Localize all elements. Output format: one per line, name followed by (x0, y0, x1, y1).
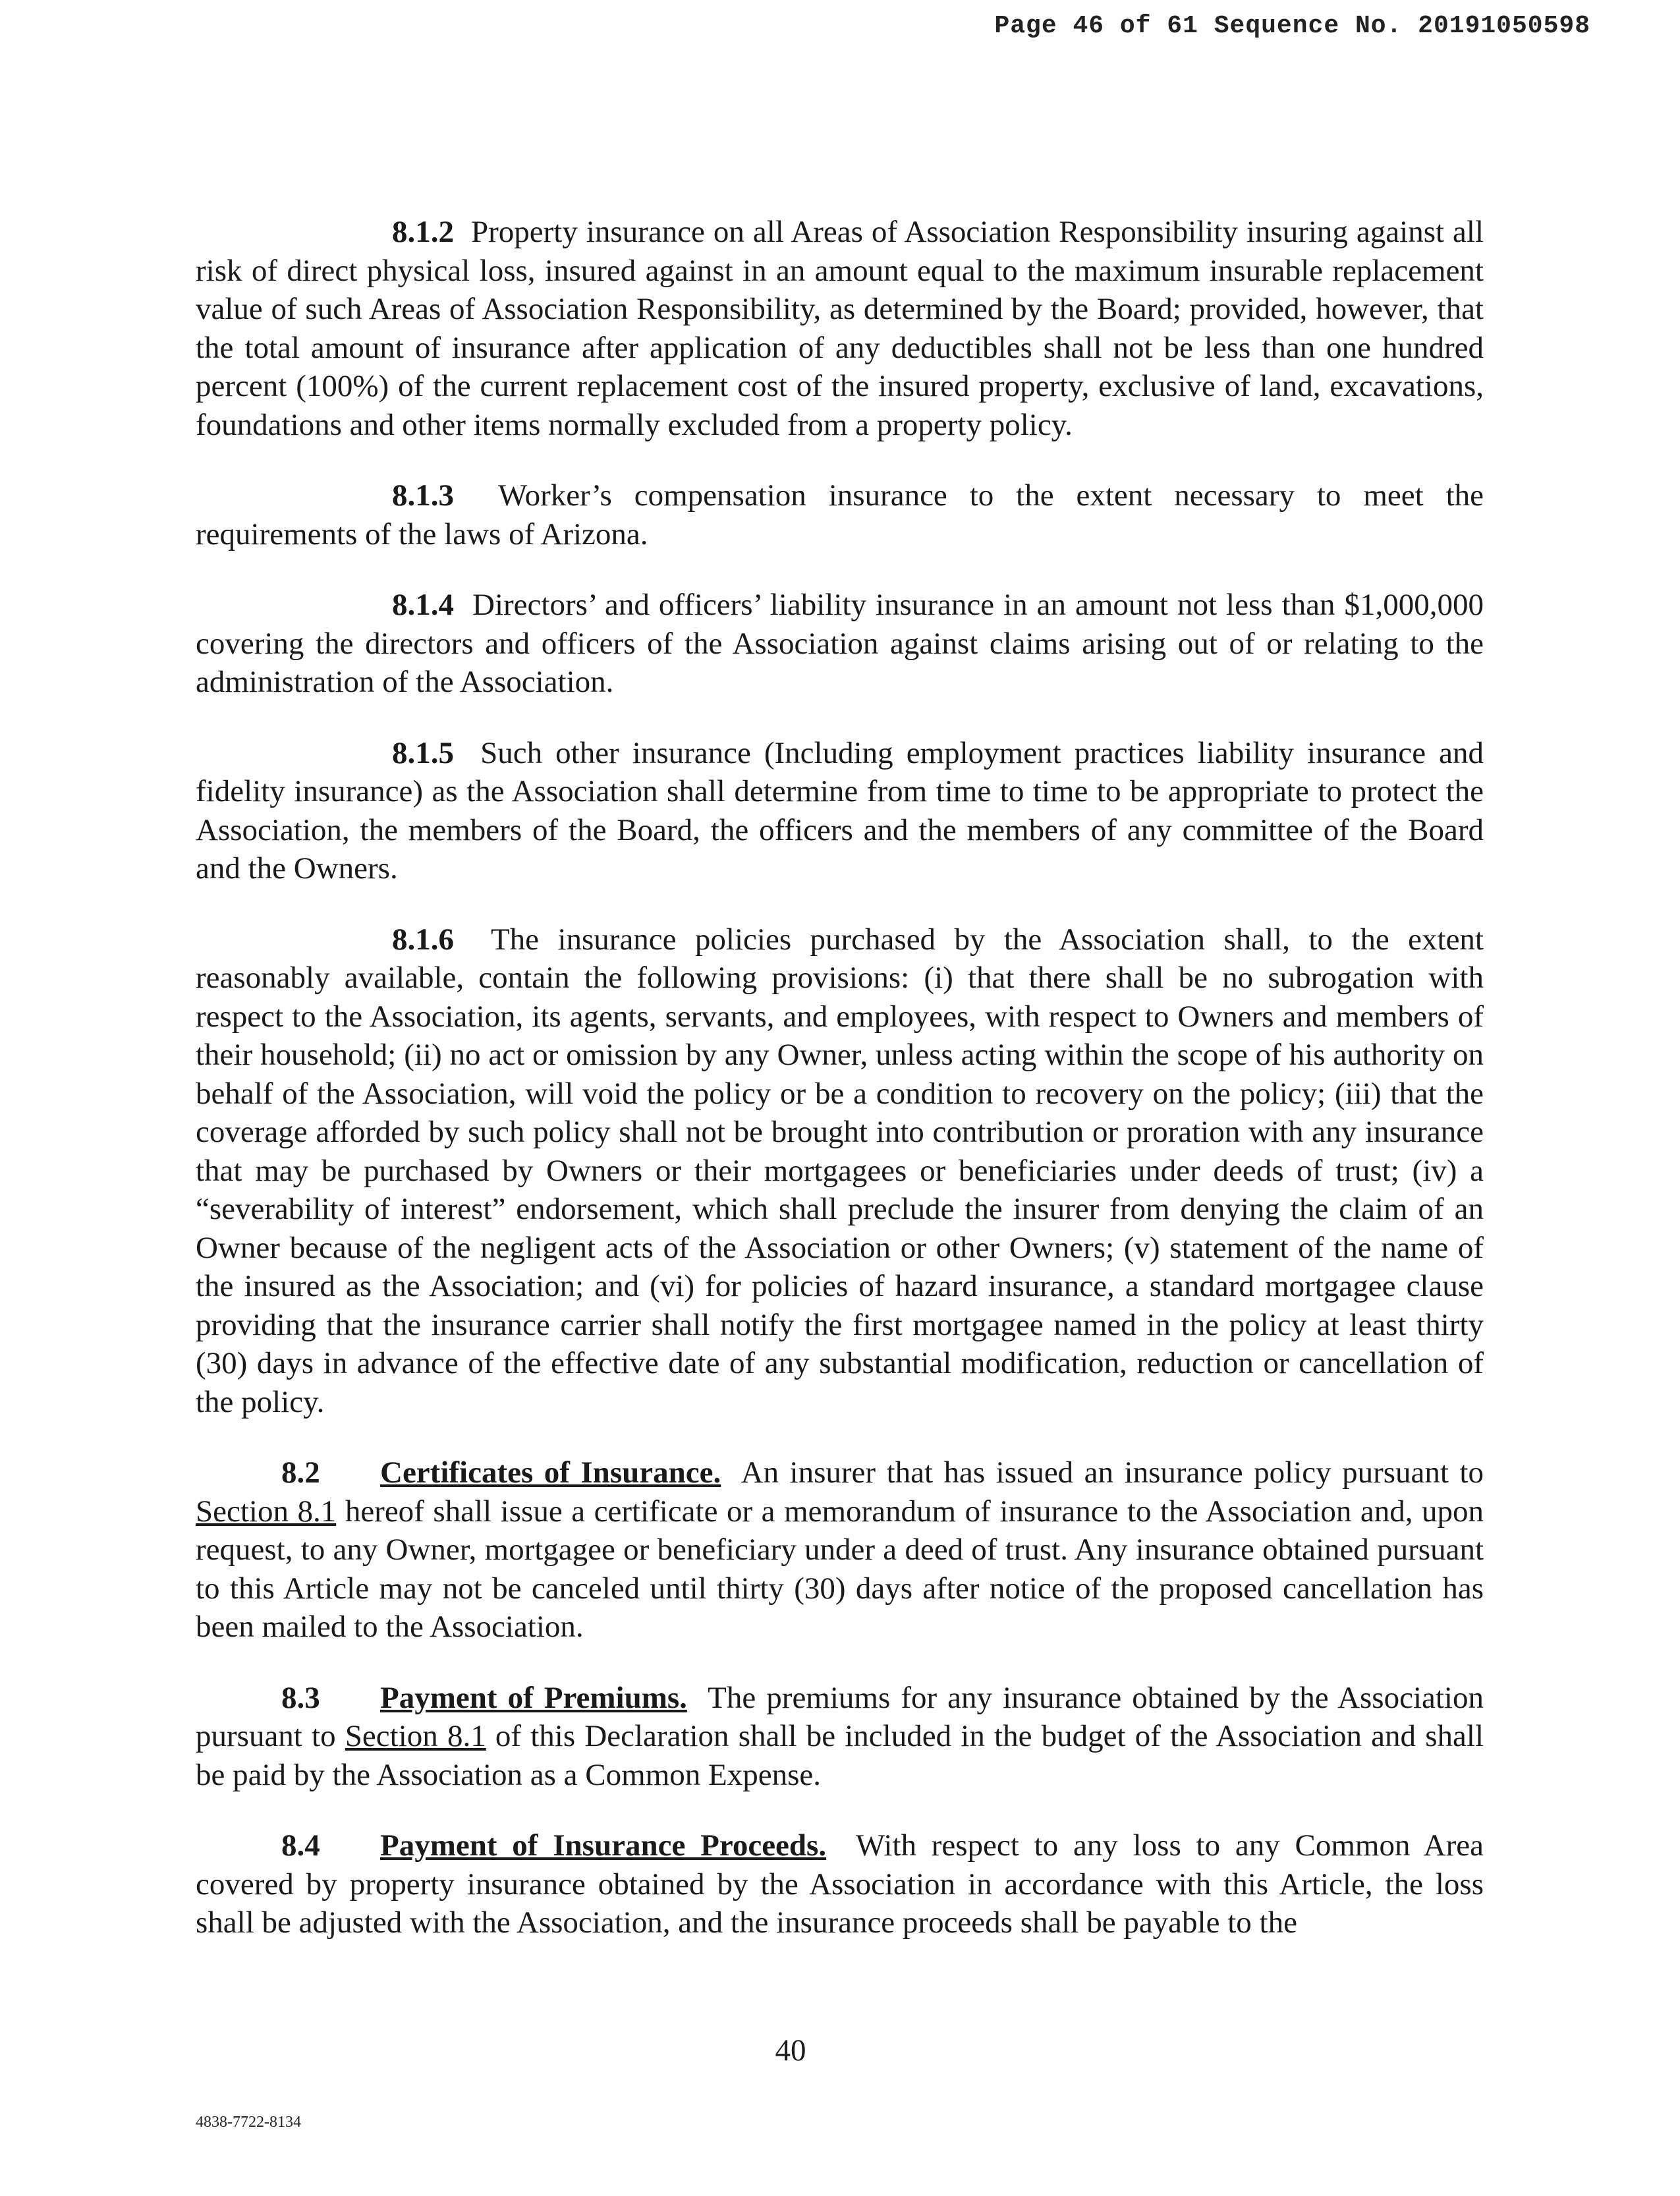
paragraph-text: With respect to any loss to any Common Area covered by property insurance obtained by the Association in accordance with this Article, the loss shall be adjusted with the Association, and the insurance proceeds shall be payable to the (196, 1828, 1484, 1940)
paragraph-text: of this Declaration shall be included in the budget of the Association and shall be paid by the Association as a Common Expense. (196, 1719, 1484, 1792)
paragraph-text: The premiums for any insurance obtained by the Association pursuant to (196, 1680, 1484, 1753)
paragraph-8-1-6 (196, 920, 1484, 1422)
paragraph-text: Property insurance on all Areas of Association Responsibility insuring against all risk of direct physical loss, insured against in an amount equal to the maximum insurable replacement value of such Areas of Association Responsibility, as determined by the Board; provided, however, that the total amount of insurance after application of any deductibles shall not be less than one hundred percent (100%) of the current replacement cost of the insured property, exclusive of land, excavations, foundations and other items normally excluded from a property policy. (196, 215, 1484, 442)
paragraph-text: Worker’s compensation insurance to the extent necessary to meet the requirements of the laws of Arizona. (196, 478, 1484, 551)
paragraph-8-1-4 (196, 586, 1484, 702)
section-number: 8.3 (281, 1680, 320, 1715)
page-sequence-header: Page 46 of 61 Sequence No. 20191050598 (994, 12, 1590, 40)
section-number: 8.1.4 (392, 588, 454, 622)
section-8-4 (196, 1826, 1484, 1942)
section-title: Payment of Insurance Proceeds. (380, 1828, 827, 1863)
paragraph-text: An insurer that has issued an insurance policy pursuant to (741, 1455, 1484, 1490)
paragraph-text: Such other insurance (Including employment practices liability insurance and fidelity insurance) as the Association shall determine from time to time to be appropriate to protect the Association, the members of the Board, the officers and the members of any committee of the Board and the Owners. (196, 735, 1484, 886)
section-8-2 (196, 1453, 1484, 1647)
section-number: 8.1.2 (392, 215, 454, 249)
section-number: 8.1.5 (392, 735, 454, 770)
section-number: 8.4 (281, 1828, 320, 1863)
section-reference: Section 8.1 (345, 1719, 486, 1753)
paragraph-8-1-2 (196, 213, 1484, 444)
document-body (196, 213, 1484, 1975)
paragraph-text: Directors’ and officers’ liability insurance in an amount not less than $1,000,000 covering the directors and officers of the Association against claims arising out of or relating to the administration of the Association. (196, 588, 1484, 699)
page-number: 40 (775, 2033, 806, 2068)
section-number: 8.1.3 (392, 478, 454, 513)
paragraph-8-1-5 (196, 734, 1484, 888)
paragraph-text: The insurance policies purchased by the Association shall, to the extent reasonably available, contain the following provisions: (i) that there shall be no subrogation with respect to the Association, its agents, servants, and employees, with respect to Owners and members of their household; (ii) no act or omission by any Owner, unless acting within the scope of his authority on behalf of the Association, will void the policy or be a condition to recovery on the policy; (iii) that the coverage afforded by such policy shall not be brought into contribution or proration with any insurance that may be purchased by Owners or their mortgagees or beneficiaries under deeds of trust; (iv) a “severability of interest” endorsement, which shall preclude the insurer from denying the claim of an Owner because of the negligent acts of the Association or other Owners; (v) statement of the name of the insured as the Association; and (vi) for policies of hazard insurance, a standard mortgagee clause providing that the insurance carrier shall notify the first mortgagee named in the policy at least thirty (30) days in advance of the effective date of any substantial modification, reduction or cancellation of the policy. (196, 922, 1484, 1419)
paragraph-text: hereof shall issue a certificate or a memorandum of insurance to the Association and, upon request, to any Owner, mortgagee or beneficiary under a deed of trust. Any insurance obtained pursuant to this Article may not be canceled until thirty (30) days after notice of the proposed cancellation has been mailed to the Association. (196, 1494, 1484, 1644)
section-title: Certificates of Insurance. (380, 1455, 721, 1490)
section-8-3 (196, 1679, 1484, 1795)
section-number: 8.1.6 (392, 922, 454, 957)
document-id: 4838-7722-8134 (196, 2114, 301, 2131)
section-number: 8.2 (281, 1455, 320, 1490)
paragraph-8-1-3 (196, 476, 1484, 553)
section-reference: Section 8.1 (196, 1494, 337, 1529)
section-title: Payment of Premiums. (380, 1680, 687, 1715)
